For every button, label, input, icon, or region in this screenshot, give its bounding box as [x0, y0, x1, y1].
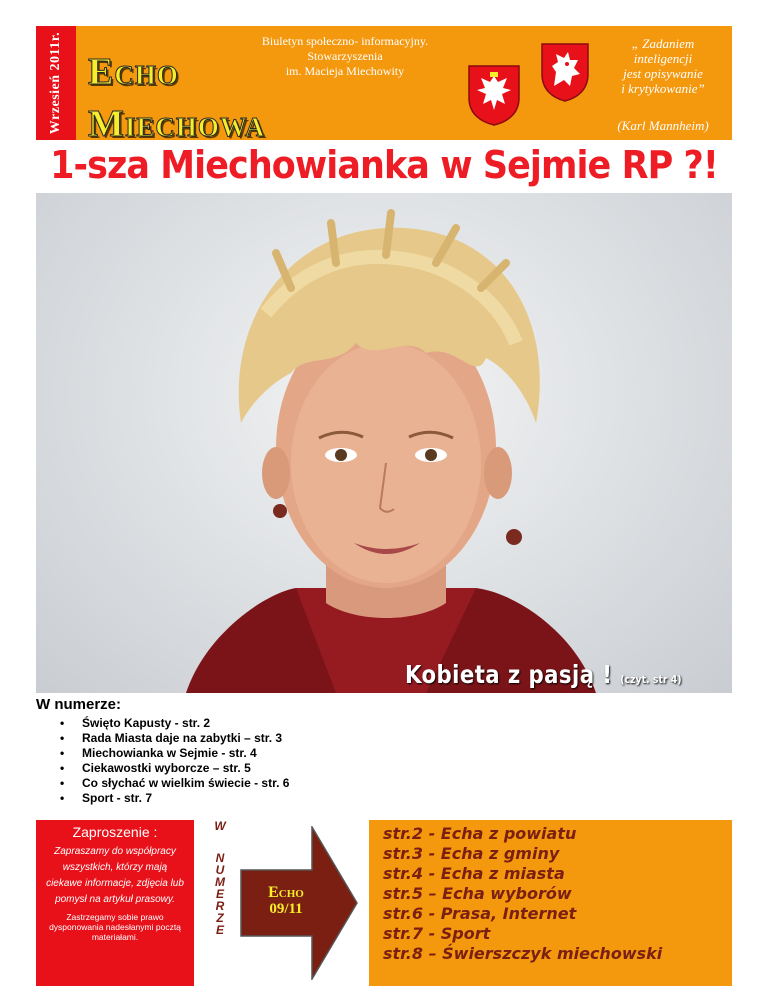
- subtitle-line: Biuletyn społeczno- informacyjny.: [261, 34, 429, 48]
- contents-list: [60, 716, 289, 806]
- invitation-body: Zapraszamy do współpracy wszystkich, którzy mają ciekawe informacje, zdjęcia lub pomysł na artykuł prasowy.: [46, 846, 184, 905]
- list-item: • Ciekawostki wyborcze – str. 5: [60, 761, 289, 776]
- griffin-crest-icon: [540, 42, 590, 102]
- section-item: str.8 – Świerszczyk miechowski: [383, 944, 663, 963]
- vertical-letter: Z: [216, 911, 224, 925]
- vertical-letter: W: [214, 819, 226, 833]
- section-item: str.6 - Prasa, Internet: [383, 904, 577, 923]
- section-item: str.7 - Sport: [383, 924, 491, 943]
- list-item: • Święto Kapusty - str. 2: [60, 716, 289, 731]
- vertical-word: [212, 820, 228, 936]
- invitation-note: Zastrzegamy sobie prawo dysponowania nadesłanymi pocztą materiałami.: [49, 912, 181, 942]
- issue-badge-number: 09/11: [269, 901, 303, 917]
- quote-line: „ Zadaniem: [631, 36, 695, 51]
- list-item: • Co słychać w wielkim świecie - str. 6: [60, 776, 289, 791]
- list-item: • Rada Miasta daje na zabytki – str. 3: [60, 731, 289, 746]
- vertical-letter: E: [215, 887, 224, 901]
- sections-box: [369, 820, 732, 986]
- section-item: str.5 – Echa wyborów: [383, 884, 572, 903]
- eagle-crest-icon: [467, 64, 521, 126]
- quote-line: inteligencji: [633, 51, 693, 66]
- caption-note: (czyt. str 4): [620, 673, 682, 686]
- vertical-letter: N: [215, 851, 225, 865]
- section-item: str.4 - Echa z miasta: [383, 864, 565, 883]
- vertical-letter: M: [215, 875, 225, 889]
- caption-text: Kobieta z pasją !: [405, 660, 613, 689]
- section-item: str.3 - Echa z gminy: [383, 844, 560, 863]
- photo-caption: [405, 660, 682, 689]
- vertical-letter: R: [215, 899, 225, 913]
- publisher-subtitle: [230, 34, 460, 79]
- portrait-illustration: [36, 193, 732, 693]
- masthead-line-1: Echo: [88, 51, 179, 93]
- issue-badge-title: Echo: [268, 884, 304, 901]
- cover-photo: [36, 193, 732, 693]
- quote-line: i krytykowanie”: [621, 81, 705, 96]
- list-item: • Miechowianka w Sejmie - str. 4: [60, 746, 289, 761]
- header-quote: [602, 36, 724, 96]
- vertical-letter: U: [215, 863, 225, 877]
- issue-badge: [246, 884, 326, 918]
- subtitle-line: im. Macieja Miechowity: [285, 64, 405, 78]
- list-item: • Sport - str. 7: [60, 791, 289, 806]
- issue-date: Wrzesień 2011r.: [48, 31, 63, 135]
- invitation-box: [36, 820, 194, 986]
- quote-author: (Karl Mannheim): [617, 118, 709, 133]
- quote-line: jest opisywanie: [623, 66, 703, 81]
- main-headline: 1-sza Miechowianka w Sejmie RP ?!: [50, 143, 718, 187]
- subtitle-line: Stowarzyszenia: [307, 49, 383, 63]
- date-strip: [36, 26, 76, 140]
- contents-title: W numerze:: [36, 696, 122, 713]
- invitation-title: Zaproszenie :: [72, 824, 158, 840]
- vertical-letter: E: [215, 923, 224, 937]
- section-item: str.2 - Echa z powiatu: [383, 824, 577, 843]
- masthead-line-2: Miechowa: [88, 103, 266, 145]
